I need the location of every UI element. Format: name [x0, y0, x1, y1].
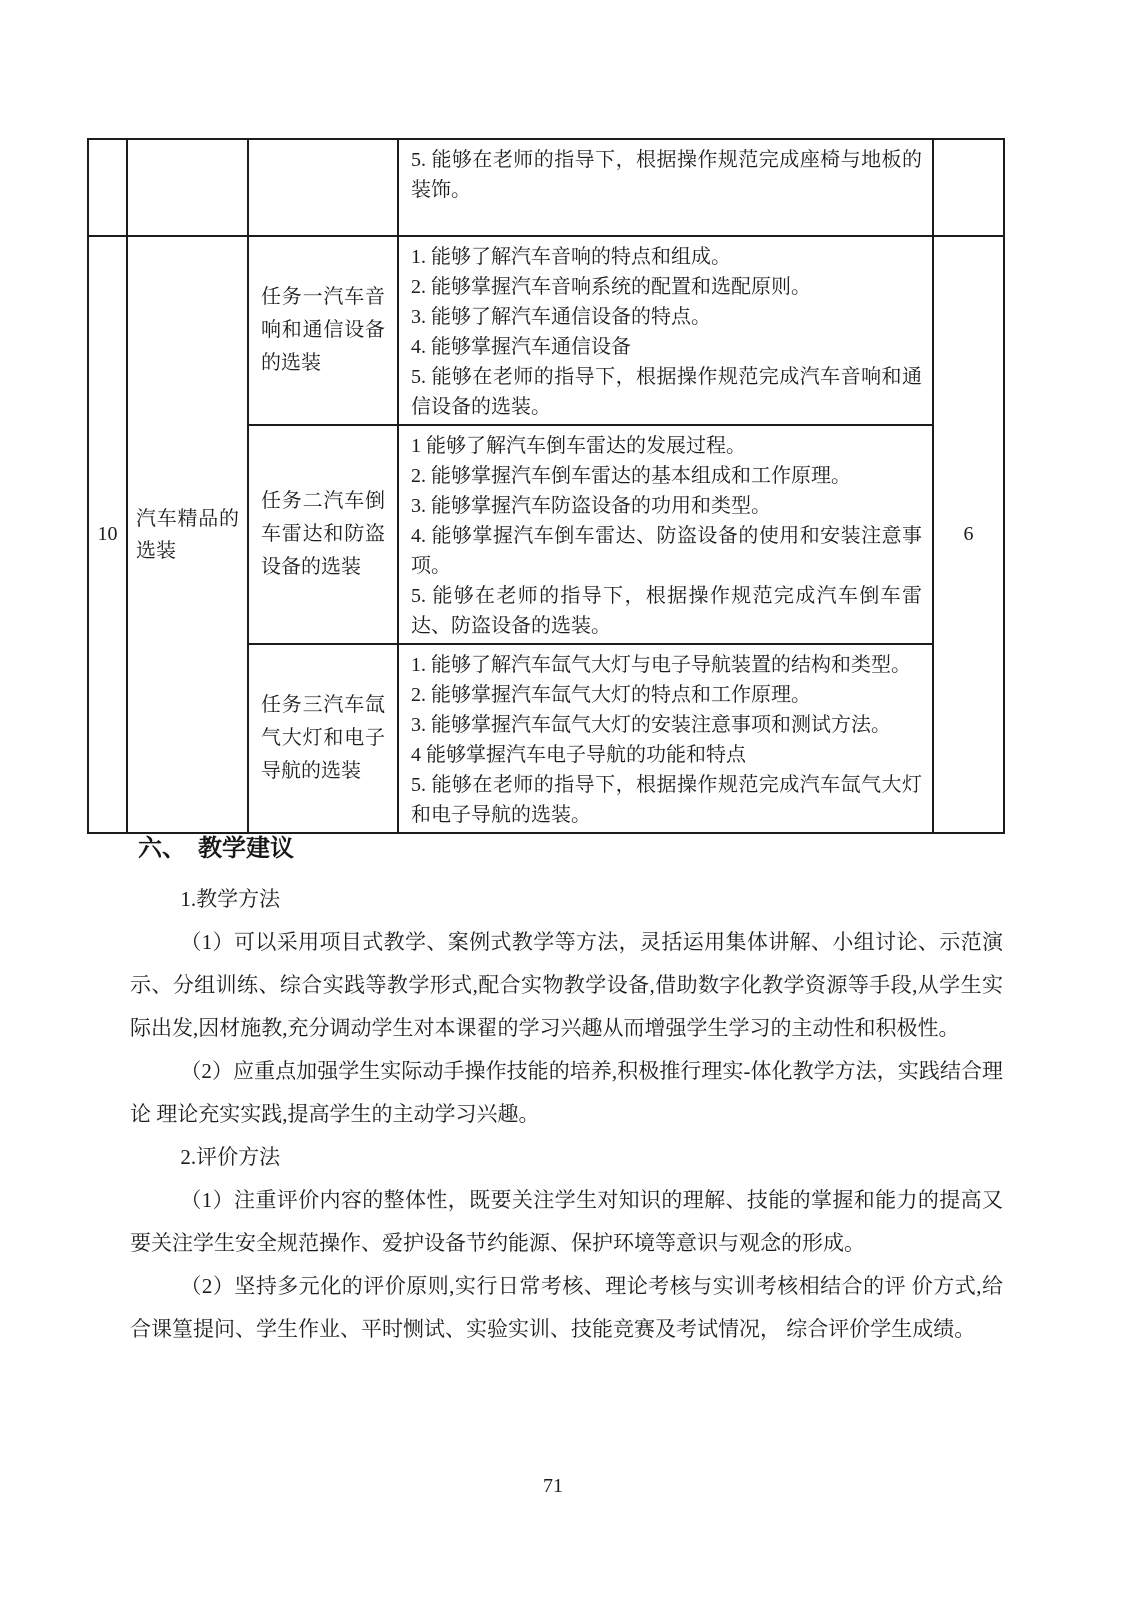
content-line: 4. 能够掌握汽车倒车雷达、防盗设备的使用和安装注意事项。: [411, 525, 922, 577]
content-line: 3. 能够了解汽车通信设备的特点。: [411, 306, 711, 328]
content-line: 1. 能够了解汽车氙气大灯与电子导航装置的结构和类型。: [411, 654, 911, 676]
content-line: 5. 能够在老师的指导下，根据操作规范完成汽车音响和通信设备的选装。: [411, 366, 922, 418]
content-line: 1 能够了解汽车倒车雷达的发展过程。: [411, 435, 746, 457]
content-line: 5. 能够在老师的指导下，根据操作规范完成汽车倒车雷达、防盗设备的选装。: [411, 585, 922, 637]
content-line: 4. 能够掌握汽车通信设备: [411, 336, 631, 358]
cell-serial-empty: [88, 139, 127, 236]
cell-task-three-content: [398, 644, 933, 833]
content-line: 3. 能够掌握汽车氙气大灯的安装注意事项和测试方法。: [411, 714, 891, 736]
cell-project: 汽车精品的选装: [127, 236, 248, 833]
section-heading: 六、 教学建议: [138, 836, 294, 862]
table-row-task-one: [88, 236, 1004, 425]
cell-hours-empty: [933, 139, 1004, 236]
cell-task-one-name: 任务一汽车音响和通信设备的选装: [248, 236, 398, 425]
content-line: 5. 能够在老师的指导下，根据操作规范完成汽车氙气大灯和电子导航的选装。: [411, 774, 922, 826]
cell-project-empty: [127, 139, 248, 236]
cell-hours: 6: [933, 236, 1004, 833]
cell-task-two-name: 任务二汽车倒车雷达和防盗设备的选装: [248, 425, 398, 644]
body-paragraph: 1.教学方法: [180, 887, 281, 911]
curriculum-table: [87, 138, 1005, 834]
content-line: 1. 能够了解汽车音响的特点和组成。: [411, 246, 731, 268]
page-number: 71: [543, 1475, 563, 1497]
content-line: 3. 能够掌握汽车防盗设备的功用和类型。: [411, 495, 771, 517]
table-row-carryover: [88, 139, 1004, 236]
body-paragraph: （2）应重点加强学生实际动手操作技能的培养,积极推行理实-体化教学方法，实践结合理论 理论充实实践,提高学生的主动学习兴趣。: [130, 1059, 1003, 1126]
body-paragraph: （1）可以采用项目式教学、案例式教学等方法，灵括运用集体讲解、小组讨论、示范演示、分组训练、综合实践等教学形式,配合实物教学设备,借助数字化教学资源等手段,从学生实际出发,因材施教,充分调动学生对本课翟的学习兴趣从而增强学生学习的主动性和积极性。: [130, 930, 1003, 1040]
body-paragraph: 2.评价方法: [180, 1145, 281, 1169]
cell-task-empty: [248, 139, 398, 236]
content-line: 5. 能够在老师的指导下，根据操作规范完成座椅与地板的装饰。: [411, 149, 922, 201]
content-line: 2. 能够掌握汽车氙气大灯的特点和工作原理。: [411, 684, 811, 706]
content-line: 2. 能够掌握汽车音响系统的配置和选配原则。: [411, 276, 811, 298]
cell-carryover-content: [398, 139, 933, 236]
content-line: 4 能够掌握汽车电子导航的功能和特点: [411, 744, 746, 766]
cell-task-three-name: 任务三汽车氙气大灯和电子导航的选装: [248, 644, 398, 833]
content-line: 2. 能够掌握汽车倒车雷达的基本组成和工作原理。: [411, 465, 851, 487]
cell-serial: 10: [88, 236, 127, 833]
cell-task-two-content: [398, 425, 933, 644]
body-paragraph: （2）坚持多元化的评价原则,实行日常考核、理论考核与实训考核相结合的评 价方式,给合课篁提问、学生作业、平时恻试、实验实训、技能竞赛及考试情况， 综合评价学生成绩。: [130, 1274, 1003, 1341]
section-body: [130, 878, 1003, 1351]
body-paragraph: （1）注重评价内容的整体性，既要关注学生对知识的理解、技能的掌握和能力的提高又要关注学生安全规范操作、爱护设备节约能源、保护环境等意识与观念的形成。: [130, 1188, 1003, 1255]
cell-task-one-content: [398, 236, 933, 425]
